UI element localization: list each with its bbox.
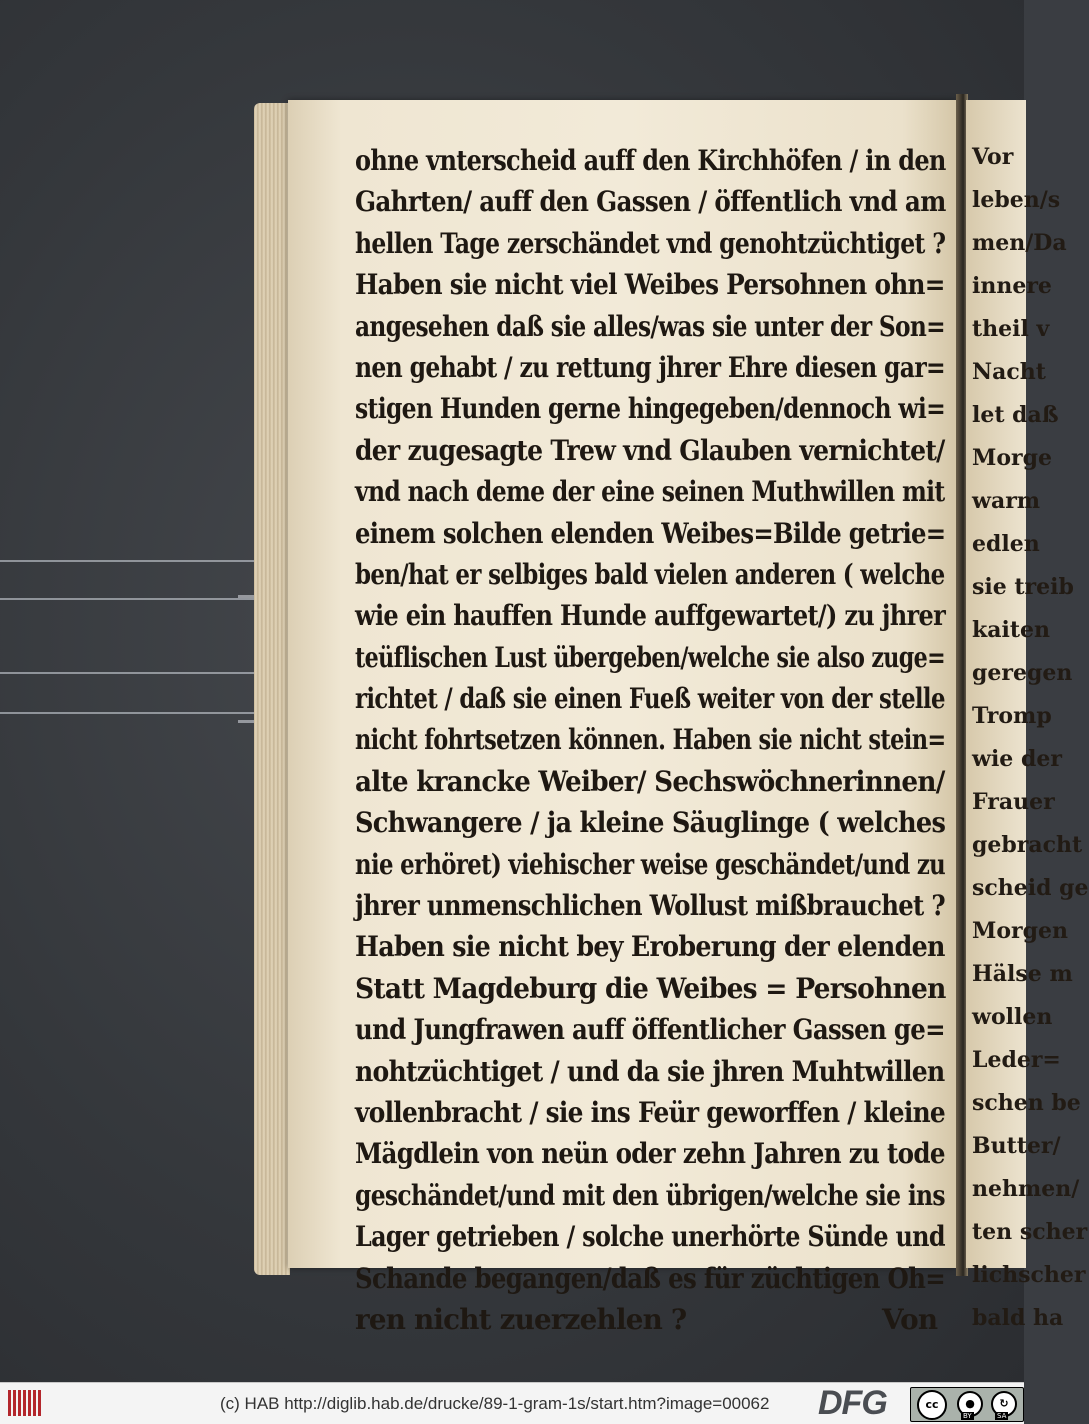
- facing-page-fragment: schen be: [972, 1090, 1081, 1116]
- text-line: Schwangere / ja kleine Säuglinge ( welches: [355, 806, 946, 840]
- text-line: vnd nach deme der eine seinen Muthwillen mit: [355, 475, 945, 509]
- facing-page-fragment: Vor: [972, 144, 1014, 170]
- text-line: teüflischen Lust übergeben/welche sie also zuge=: [355, 640, 946, 674]
- text-line: einem solchen elenden Weibes=Bilde getrie=: [355, 516, 946, 550]
- share-alike-icon: ↻: [991, 1391, 1017, 1417]
- text-line-content: ren nicht zuerzehlen ?: [355, 1302, 687, 1336]
- cc-sa-label: SA: [997, 1412, 1007, 1420]
- text-line: nie erhöret) viehischer weise geschändet/und zu: [355, 847, 946, 881]
- text-line: geschändet/und mit den übrigen/welche sie ins: [355, 1178, 945, 1212]
- facing-page-fragment: Frauer: [972, 789, 1055, 815]
- text-line: Haben sie nicht bey Eroberung der elenden: [355, 930, 945, 964]
- facing-page-fragment: theil v: [972, 316, 1050, 342]
- facing-page-fragment: Morge: [972, 445, 1052, 471]
- facing-page-fragment: bald ha: [972, 1305, 1064, 1331]
- text-line: richtet / daß sie einen Fueß weiter von der stelle: [355, 682, 945, 716]
- text-line: nen gehabt / zu rettung jhrer Ehre diesen gar=: [355, 350, 946, 384]
- facing-page-fragment: men/Da: [972, 230, 1067, 256]
- facing-page-fragment: let daß: [972, 402, 1059, 428]
- facing-page-fragment: lichscher: [972, 1262, 1086, 1288]
- page-text-block: [355, 140, 950, 1340]
- text-line: Schande begangen/daß es für züchtigen Oh=: [355, 1261, 945, 1295]
- book-page-right: [966, 100, 1089, 1331]
- dfg-logo[interactable]: DFG: [818, 1384, 887, 1422]
- facing-page-fragment: nehmen/: [972, 1176, 1080, 1202]
- facing-page-fragment: Nacht: [972, 359, 1046, 385]
- facing-page-fragment: Morgen: [972, 918, 1068, 944]
- text-line: jhrer unmenschlichen Wollust mißbrauchet ?: [355, 889, 945, 923]
- facing-page-fragment: edlen: [972, 531, 1040, 557]
- facing-page-fragment: ten scher: [972, 1219, 1088, 1245]
- cc-icon: cc: [917, 1390, 947, 1420]
- text-line: und Jungfrawen auff öffentlicher Gassen ge=: [355, 1013, 945, 1047]
- facing-page-fragment: Butter/: [972, 1133, 1061, 1159]
- text-line: nohtzüchtiget / und da sie jhren Muhtwillen: [355, 1054, 945, 1088]
- facing-page-text: [966, 100, 1089, 1340]
- text-line: wie ein hauffen Hunde auffgewartet/) zu jhrer: [355, 599, 946, 633]
- copyright-notice: (c) HAB http://diglib.hab.de/drucke/89-1-gram-1s/start.htm?image=00062: [220, 1394, 770, 1413]
- text-line: ben/hat er selbiges bald vielen anderen ( welche: [355, 557, 945, 591]
- viewer-footer: [0, 1382, 1024, 1424]
- text-line: der zugesagte Trew vnd Glauben vernichtet/: [355, 433, 945, 467]
- cc-by-label: BY: [963, 1412, 972, 1420]
- attribution-icon: ●: [957, 1391, 983, 1417]
- text-line: vollenbracht / sie ins Feür geworffen / kleine: [355, 1095, 946, 1129]
- text-line: Mägdlein von neün oder zehn Jahren zu tode: [355, 1137, 945, 1171]
- text-line: ohne vnterscheid auff den Kirchhöfen / in den: [355, 144, 946, 177]
- text-line: hellen Tage zerschändet vnd genohtzüchtiget ?: [355, 226, 946, 260]
- facing-page-fragment: geregen: [972, 660, 1073, 686]
- text-line: Haben sie nicht viel Weibes Persohnen ohn=: [355, 268, 945, 302]
- text-line: alte krancke Weiber/ Sechswöchnerinnen/: [355, 764, 945, 798]
- text-line: angesehen daß sie alles/was sie unter der Son=: [355, 309, 946, 343]
- hab-logo-icon[interactable]: [8, 1390, 42, 1416]
- text-line: stigen Hunden gerne hingegeben/dennoch wi=: [355, 392, 946, 426]
- facing-page-fragment: leben/s: [972, 187, 1061, 213]
- text-line: Gahrten/ auff den Gassen / öffentlich vnd am: [355, 185, 946, 219]
- facing-page-fragment: Hälse m: [972, 961, 1073, 987]
- cc-license-badge[interactable]: [910, 1387, 1024, 1422]
- text-line: [355, 1299, 945, 1340]
- facing-page-fragment: kaiten: [972, 617, 1051, 643]
- facing-page-fragment: warm: [972, 488, 1041, 514]
- facing-page-fragment: wie der: [972, 746, 1062, 772]
- book-page-edges: [254, 103, 290, 1275]
- facing-page-fragment: sie treib: [972, 574, 1074, 600]
- catchword: Von: [881, 1302, 938, 1336]
- facing-page-fragment: scheid ge: [972, 875, 1089, 901]
- facing-page-fragment: gebracht: [972, 832, 1083, 858]
- facing-page-fragment: Leder=: [972, 1047, 1061, 1073]
- text-line: Statt Magdeburg die Weibes = Persohnen: [355, 971, 946, 1005]
- facing-page-fragment: wollen: [972, 1004, 1053, 1030]
- facing-page-fragment: innere: [972, 273, 1052, 299]
- text-line: Lager getrieben / solche unerhörte Sünde und: [355, 1220, 945, 1254]
- text-line: nicht fohrtsetzen können. Haben sie nicht stein=: [355, 723, 946, 757]
- facing-page-fragment: Tromp: [972, 703, 1052, 729]
